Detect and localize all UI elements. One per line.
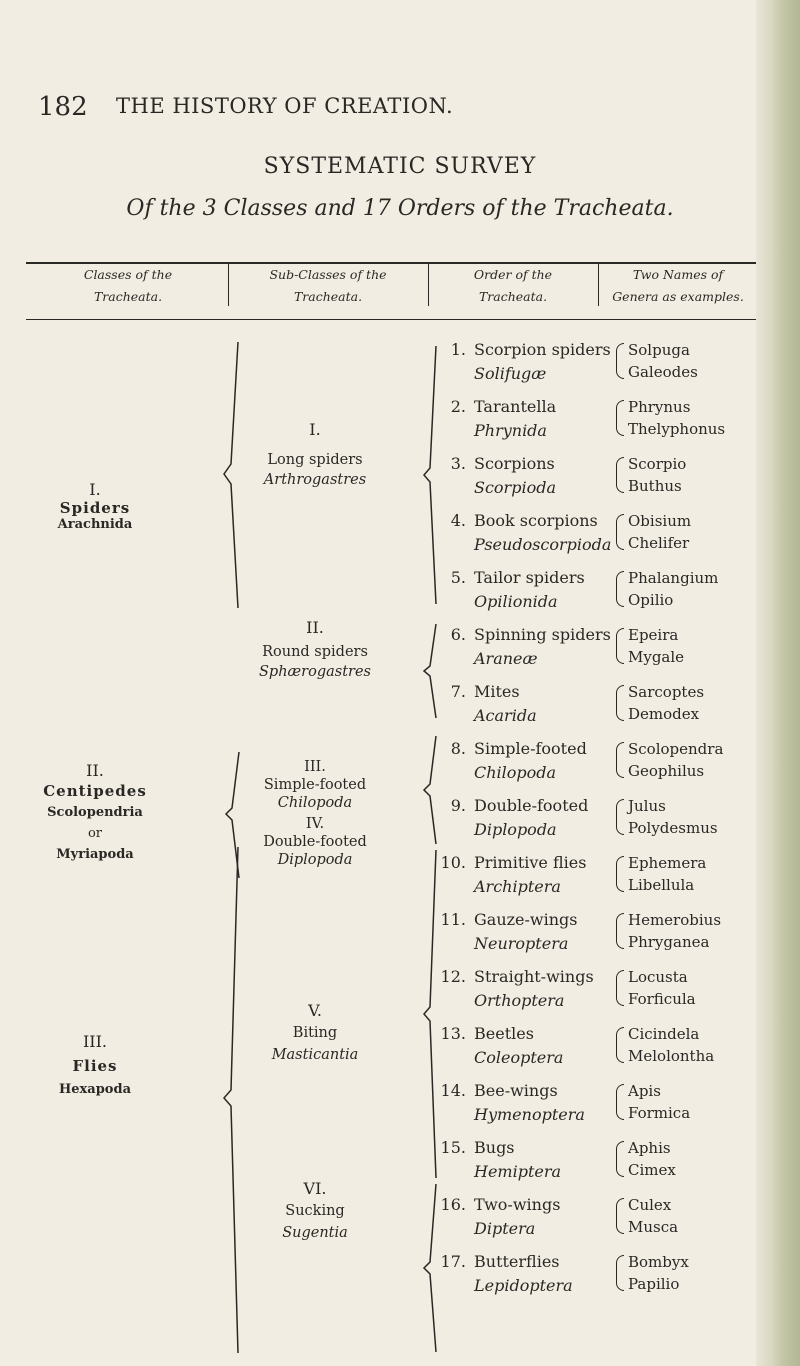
genus-name: Demodex [628, 705, 700, 723]
subclass-2: II. Round spiders Sphærogastres [259, 618, 371, 680]
order-row [440, 682, 537, 726]
page-number: 182 [38, 92, 88, 122]
class-3: III. Flies Hexapoda [58, 1032, 131, 1097]
order-common-name: Bee-wings [474, 1081, 558, 1100]
running-title: THE HISTORY OF CREATION. [116, 94, 454, 118]
genera-pair [614, 510, 691, 554]
genus-name: Formica [628, 1104, 691, 1122]
genus-name: Thelyphonus [628, 420, 726, 438]
order-number: 4. [450, 511, 466, 530]
order-row [440, 910, 578, 954]
order-number: 11. [440, 910, 466, 929]
order-row [440, 1252, 573, 1296]
order-row [440, 1081, 585, 1125]
subclass-1-brace [420, 344, 440, 606]
genera-pair [614, 909, 721, 953]
order-row [440, 454, 556, 498]
genus-name: Cicindela [628, 1025, 700, 1043]
order-latin-name: Opilionida [474, 592, 558, 611]
genera-pair [614, 1080, 690, 1124]
order-latin-name: Orthoptera [474, 991, 565, 1010]
genera-pair [614, 1023, 714, 1067]
genus-name: Culex [628, 1196, 672, 1214]
order-number: 7. [450, 682, 466, 701]
order-latin-name: Solifugæ [474, 364, 547, 383]
header-divider-3 [598, 262, 599, 306]
order-common-name: Two-wings [474, 1195, 561, 1214]
order-number: 8. [450, 739, 466, 758]
subclass-2-brace [420, 622, 440, 720]
order-common-name: Bugs [474, 1138, 515, 1157]
order-common-name: Mites [474, 682, 520, 701]
subclass-1: I. Long spiders Arthrogastres [263, 420, 367, 488]
subclass-4: IV. Double-footed Diplopoda [263, 816, 367, 868]
genus-name: Phalangium [628, 569, 719, 587]
order-number: 16. [440, 1195, 466, 1214]
genera-pair [614, 396, 725, 440]
genus-name: Galeodes [628, 363, 698, 381]
subclass-5-brace [420, 848, 440, 1180]
order-row [440, 967, 594, 1011]
page-subtitle: Of the 3 Classes and 17 Orders of the Tracheata. [126, 196, 674, 221]
genus-name: Solpuga [628, 341, 690, 359]
order-row [440, 340, 611, 384]
order-latin-name: Phrynida [474, 421, 547, 440]
order-row [440, 511, 611, 555]
order-number: 2. [450, 397, 466, 416]
order-row [440, 397, 556, 441]
genera-pair [614, 453, 686, 497]
class-1: I. Spiders Arachnida [57, 480, 133, 532]
order-number: 14. [440, 1081, 466, 1100]
genera-pair [614, 339, 698, 383]
genus-name: Opilio [628, 591, 674, 609]
genera-pair [614, 1251, 689, 1295]
class-3-brace [220, 845, 242, 1355]
order-latin-name: Neuroptera [474, 934, 569, 953]
order-row [440, 568, 585, 612]
genus-name: Scolopendra [628, 740, 724, 758]
header-subclasses: Sub-Classes of the Tracheata. [269, 267, 387, 304]
genus-name: Ephemera [628, 854, 707, 872]
genus-name: Phryganea [628, 933, 710, 951]
order-common-name: Tailor spiders [474, 568, 585, 587]
genus-name: Bombyx [628, 1253, 689, 1271]
genus-name: Sarcoptes [628, 683, 705, 701]
genera-pair [614, 1194, 678, 1238]
genus-name: Papilio [628, 1275, 680, 1293]
order-number: 17. [440, 1252, 466, 1271]
order-latin-name: Chilopoda [474, 763, 557, 782]
header-orders: Order of the Tracheata. [473, 267, 553, 304]
subclass-5: V. Biting Masticantia [271, 1001, 359, 1063]
order-latin-name: Araneæ [474, 649, 538, 668]
order-common-name: Spinning spiders [474, 625, 611, 644]
order-number: 5. [450, 568, 466, 587]
genera-pair [614, 567, 718, 611]
genus-name: Mygale [628, 648, 685, 666]
genus-name: Buthus [628, 477, 682, 495]
subclass-6-brace [420, 1182, 440, 1354]
order-row [440, 796, 588, 840]
order-number: 12. [440, 967, 466, 986]
order-number: 13. [440, 1024, 466, 1043]
genera-pair [614, 966, 696, 1010]
subclass-3-4-brace [420, 734, 440, 846]
order-row [440, 853, 586, 897]
genus-name: Geophilus [628, 762, 705, 780]
order-number: 9. [450, 796, 466, 815]
order-row [440, 625, 611, 669]
order-row [440, 739, 587, 783]
genus-name: Libellula [628, 876, 695, 894]
genus-name: Polydesmus [628, 819, 718, 837]
order-common-name: Scorpion spiders [474, 340, 611, 359]
order-common-name: Beetles [474, 1024, 534, 1043]
order-latin-name: Coleoptera [474, 1048, 564, 1067]
subclass-3: III. Simple-footed Chilopoda [263, 759, 367, 811]
subclass-6: VI. Sucking Sugentia [282, 1179, 348, 1241]
genera-pair [614, 681, 704, 725]
genera-pair [614, 738, 723, 782]
genus-name: Apis [628, 1082, 661, 1100]
order-common-name: Straight-wings [474, 967, 594, 986]
genera-pair [614, 624, 684, 668]
genus-name: Julus [628, 797, 666, 815]
genus-name: Phrynus [628, 398, 691, 416]
order-number: 10. [440, 853, 466, 872]
genus-name: Locusta [628, 968, 688, 986]
order-latin-name: Archiptera [474, 877, 561, 896]
genus-name: Aphis [628, 1139, 671, 1157]
genus-name: Chelifer [628, 534, 690, 552]
order-latin-name: Hemiptera [474, 1162, 562, 1181]
order-latin-name: Diptera [474, 1219, 536, 1238]
order-latin-name: Hymenoptera [474, 1105, 585, 1124]
order-common-name: Double-footed [474, 796, 589, 815]
order-number: 1. [450, 340, 466, 359]
order-latin-name: Scorpioda [474, 478, 556, 497]
genera-pair [614, 795, 718, 839]
order-common-name: Tarantella [474, 397, 557, 416]
order-number: 15. [440, 1138, 466, 1157]
header-classes: Classes of the Tracheata. [83, 267, 173, 304]
order-latin-name: Acarida [474, 706, 537, 725]
header-genera: Two Names of Genera as examples. [612, 267, 744, 304]
order-latin-name: Diplopoda [474, 820, 557, 839]
genera-pair [614, 1137, 676, 1181]
order-latin-name: Lepidoptera [474, 1276, 573, 1295]
header-divider-1 [228, 262, 229, 306]
genus-name: Epeira [628, 626, 679, 644]
header-divider-2 [428, 262, 429, 306]
order-number: 3. [450, 454, 466, 473]
order-common-name: Simple-footed [474, 739, 587, 758]
order-row [440, 1024, 563, 1068]
order-number: 6. [450, 625, 466, 644]
order-row [440, 1138, 561, 1182]
genera-pair [614, 852, 706, 896]
order-row [440, 1195, 560, 1239]
class-2: II. Centipedes Scolopendria or Myriapoda [43, 761, 147, 862]
order-common-name: Book scorpions [474, 511, 598, 530]
genus-name: Forficula [628, 990, 696, 1008]
genus-name: Cimex [628, 1161, 676, 1179]
order-common-name: Primitive flies [474, 853, 587, 872]
order-common-name: Scorpions [474, 454, 555, 473]
order-common-name: Gauze-wings [474, 910, 578, 929]
header-bottom-rule [26, 319, 756, 320]
page-title: SYSTEMATIC SURVEY [263, 154, 537, 179]
genus-name: Musca [628, 1218, 679, 1236]
class-1-brace [220, 340, 242, 610]
genus-name: Melolontha [628, 1047, 715, 1065]
order-common-name: Butterflies [474, 1252, 560, 1271]
genus-name: Obisium [628, 512, 692, 530]
genus-name: Scorpio [628, 455, 687, 473]
genus-name: Hemerobius [628, 911, 722, 929]
order-latin-name: Pseudoscorpioda [474, 535, 612, 554]
